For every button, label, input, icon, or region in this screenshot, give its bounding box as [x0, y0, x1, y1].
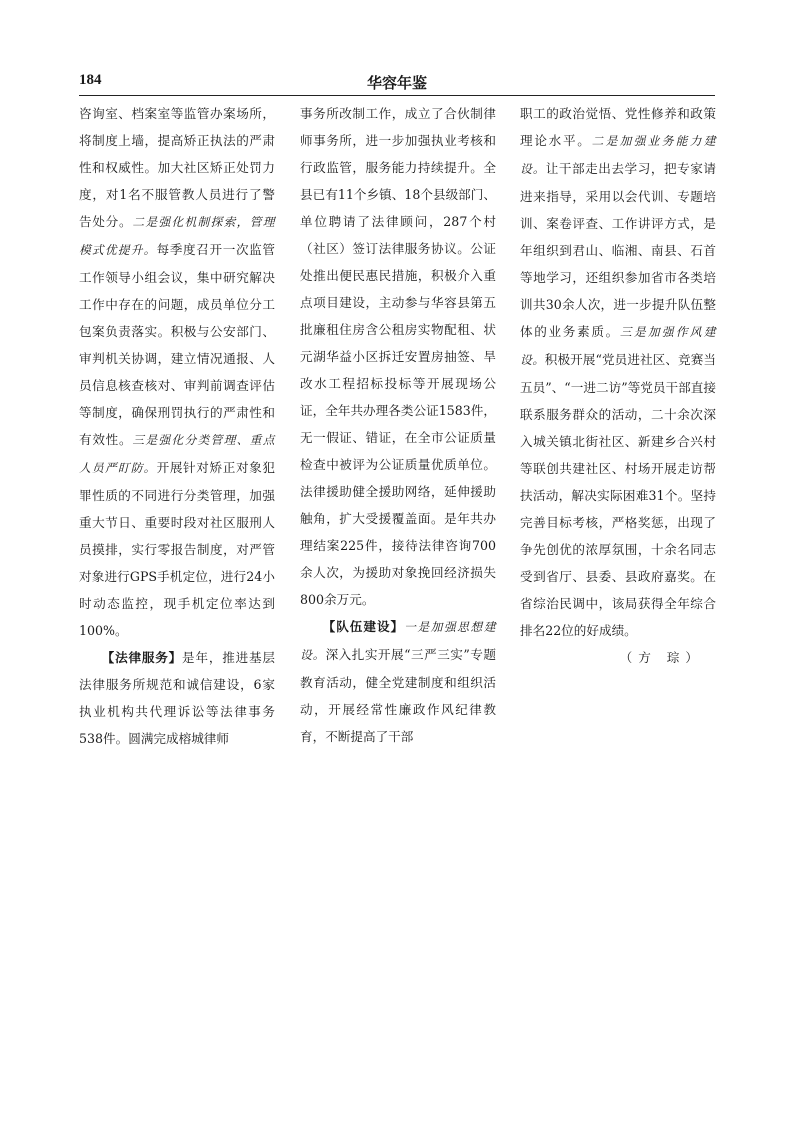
column-1 — [79, 100, 275, 752]
paragraph-team-building — [300, 613, 496, 750]
column-3 — [520, 100, 716, 671]
text-run: 深入扎实开展“三严三实”专题教育活动，健全党建制度和组织活动，开展经常性廉政作风纪律教育，不断提高了干部 — [300, 647, 496, 744]
paragraph-supervision — [79, 100, 275, 644]
text-run: 职工的政治觉悟、党性修养和政策理论水平。 — [520, 106, 716, 148]
section-heading-team-building: 【队伍建设】 — [322, 619, 405, 634]
text-run: 是年，推进基层法律服务所规范和诚信建设，6家执业机构共代理诉讼等法律事务538件。圆满完成榕城律师 — [79, 650, 276, 746]
paragraph-team-building-cont — [520, 100, 716, 644]
paragraph-legal-services — [79, 644, 275, 752]
emphasis-text: 二是加强业务能力建设。 — [520, 134, 716, 176]
column-2 — [300, 100, 496, 750]
text-run: 事务所改制工作，成立了合伙制律师事务所，进一步加强执业考核和行政监管，服务能力持续提升。全县已有11个乡镇、18个县级部门、单位聘请了法律顾问，287个村（社区）签订法律服务协议。公证处推出便民惠民措施，积极介入重点项目建设，主动参与华容县第五批廉租住房含公租房实物配租、状元湖华益小区拆迁安置房抽签、旱改水工程招标投标等开展现场公证，全年共办理各类公证1583件，无一假证、错证，在全市公证质量检查中被评为公证质量优质单位。法律援助健全援助网络，延伸援助触角，扩大受援覆盖面。是年共办理结案225件，接待法律咨询700余人次，为援助对象挽回经济损失800余万元。 — [300, 106, 496, 607]
text-run: 开展针对矫正对象犯罪性质的不同进行分类管理，加强重大节日、重要时段对社区服刑人员摸排，实行零报告制度，对严管对象进行GPS手机定位，进行24小时动态监控，现手机定位率达到100%。 — [79, 460, 275, 638]
emphasis-text: 一是加强思想建设。 — [300, 620, 496, 662]
emphasis-text: 三是加强作风建设。 — [520, 325, 716, 367]
text-run: 让干部走出去学习，把专家请进来指导，采用以会代训、专题培训、案卷评查、工作讲评方式，是年组织到君山、临湘、南县、石首等地学习，还组织参加省市各类培训共30余人次，进一步提升队伍整体的业务素质。 — [520, 161, 716, 339]
author-signature: （方 琮） — [619, 650, 704, 665]
header-rule — [79, 95, 715, 96]
page-number: 184 — [79, 72, 102, 88]
text-run: 咨询室、档案室等监管办案场所，将制度上墙，提高矫正执法的严肃性和权威性。加大社区矫正处罚力度，对1名不服管教人员进行了警告处分。 — [79, 106, 275, 229]
page-header — [79, 72, 715, 94]
text-run: 积极开展“党员进社区、竞赛当五员”、“一进二访”等党员干部直接联系服务群众的活动，二十余次深入城关镇北街社区、新建乡合兴村等联创共建社区、村场开展走访帮扶活动，解决实际困难31个。坚持完善目标考核，严格奖惩，出现了争先创优的浓厚氛围，十余名同志受到省厅、县委、县政府嘉奖。在省综治民调中，该局获得全年综合排名22位的好成绩。 — [520, 352, 716, 638]
section-heading-legal-services: 【法律服务】 — [101, 650, 183, 665]
emphasis-text: 三是强化分类管理、重点人员严盯防。 — [79, 433, 275, 475]
book-title: 华容年鉴 — [366, 74, 427, 92]
text-run: 每季度召开一次监管工作领导小组会议，集中研究解决工作中存在的问题，成员单位分工包案负责落实。积极与公安部门、审判机关协调，建立情况通报、人员信息核查核对、审判前调查评估等制度，确保刑罚执行的严肃性和有效性。 — [79, 242, 275, 447]
emphasis-text: 二是强化机制探索，管理模式优提升。 — [79, 215, 275, 257]
paragraph-legal-services-cont — [300, 100, 496, 613]
